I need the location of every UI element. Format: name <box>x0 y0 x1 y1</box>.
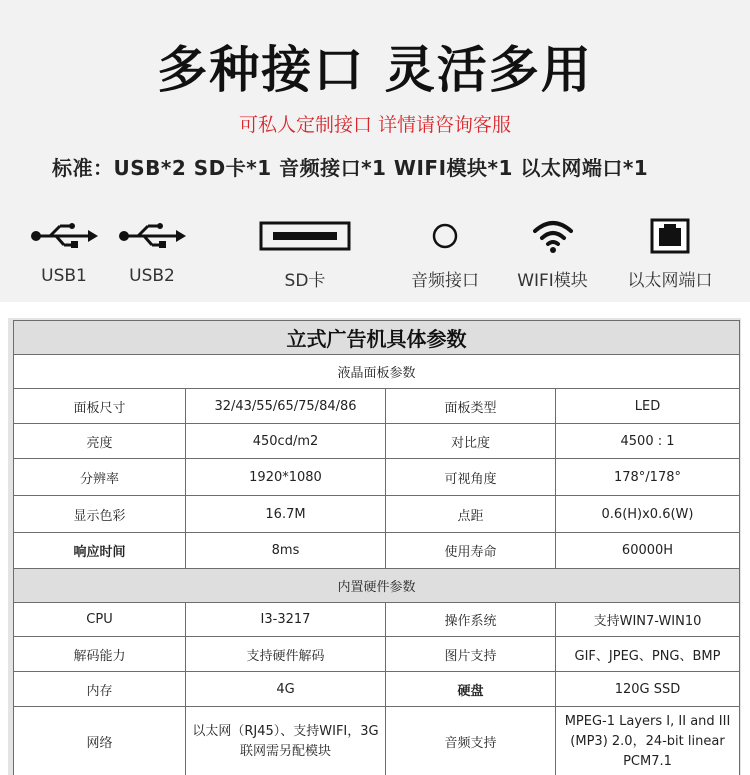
audio-jack-icon <box>430 221 460 251</box>
table-row <box>14 496 740 533</box>
headline: 多种接口 灵活多用 <box>157 41 593 99</box>
spec-value: 60000H <box>556 533 740 569</box>
standard-config-line: 标准：USB*2 SD卡*1 音频接口*1 WIFI模块*1 以太网端口*1 <box>52 156 649 180</box>
spec-value: 以太网（RJ45）、支持WIFI，3G联网需另配模块 <box>186 707 386 775</box>
spec-value: 4500 : 1 <box>556 424 740 459</box>
spec-label: 解码能力 <box>14 637 186 672</box>
spec-label: 点距 <box>386 496 556 533</box>
port-usb2 <box>112 212 192 286</box>
spec-label: 面板尺寸 <box>14 389 186 424</box>
spec-title-row <box>14 321 740 355</box>
sd-card-icon <box>259 221 351 251</box>
section-row <box>14 569 740 603</box>
spec-table <box>13 320 740 775</box>
port-label: 以太网端口 <box>627 271 713 291</box>
spec-label: 硬盘 <box>386 672 556 707</box>
spec-label: 音频支持 <box>386 707 556 775</box>
usb-icon <box>118 222 186 250</box>
table-row <box>14 707 740 775</box>
port-label: USB1 <box>41 266 87 286</box>
spec-label: CPU <box>14 603 186 637</box>
table-row <box>14 424 740 459</box>
section-header-hardware: 内置硬件参数 <box>14 569 740 603</box>
spec-label: 响应时间 <box>14 533 186 569</box>
spec-value: 178°/178° <box>556 459 740 496</box>
ethernet-icon <box>650 218 690 254</box>
spec-value: 4G <box>186 672 386 707</box>
spec-value: MPEG-1 Layers I, II and III (MP3) 2.0，24-bit linear PCM7.1 <box>556 707 740 775</box>
table-row <box>14 459 740 496</box>
table-row <box>14 603 740 637</box>
spec-label: 操作系统 <box>386 603 556 637</box>
spec-value: 8ms <box>186 533 386 569</box>
table-row <box>14 389 740 424</box>
section-header-lcd: 液晶面板参数 <box>14 355 740 389</box>
spec-value: 16.7M <box>186 496 386 533</box>
spec-label: 亮度 <box>14 424 186 459</box>
port-ethernet <box>615 212 725 291</box>
port-label: 音频接口 <box>411 271 479 291</box>
spec-value: 450cd/m2 <box>186 424 386 459</box>
wifi-icon <box>531 218 575 254</box>
spec-label: 对比度 <box>386 424 556 459</box>
spec-value: LED <box>556 389 740 424</box>
spec-value: 支持WIN7-WIN10 <box>556 603 740 637</box>
spec-value: 1920*1080 <box>186 459 386 496</box>
spec-label: 可视角度 <box>386 459 556 496</box>
spec-value: GIF、JPEG、PNG、BMP <box>556 637 740 672</box>
port-label: SD卡 <box>284 271 326 291</box>
spec-value: 120G SSD <box>556 672 740 707</box>
port-wifi <box>505 212 600 291</box>
spec-label: 使用寿命 <box>386 533 556 569</box>
spec-value: I3-3217 <box>186 603 386 637</box>
port-label: WIFI模块 <box>517 271 588 291</box>
spec-label: 网络 <box>14 707 186 775</box>
table-row <box>14 533 740 569</box>
table-row <box>14 637 740 672</box>
spec-label: 分辨率 <box>14 459 186 496</box>
spec-value: 支持硬件解码 <box>186 637 386 672</box>
port-usb1 <box>24 212 104 286</box>
spec-title: 立式广告机具体参数 <box>14 321 740 355</box>
spec-label: 图片支持 <box>386 637 556 672</box>
port-label: USB2 <box>129 266 175 286</box>
spec-label: 内存 <box>14 672 186 707</box>
table-row <box>14 672 740 707</box>
port-sd-card <box>255 212 355 291</box>
spec-value: 0.6(H)x0.6(W) <box>556 496 740 533</box>
port-audio <box>400 212 490 291</box>
spec-label: 面板类型 <box>386 389 556 424</box>
custom-interface-note: 可私人定制接口 详情请咨询客服 <box>238 114 512 136</box>
spec-value: 32/43/55/65/75/84/86 <box>186 389 386 424</box>
spec-label: 显示色彩 <box>14 496 186 533</box>
section-row <box>14 355 740 389</box>
usb-icon <box>30 222 98 250</box>
interface-banner <box>0 0 750 302</box>
